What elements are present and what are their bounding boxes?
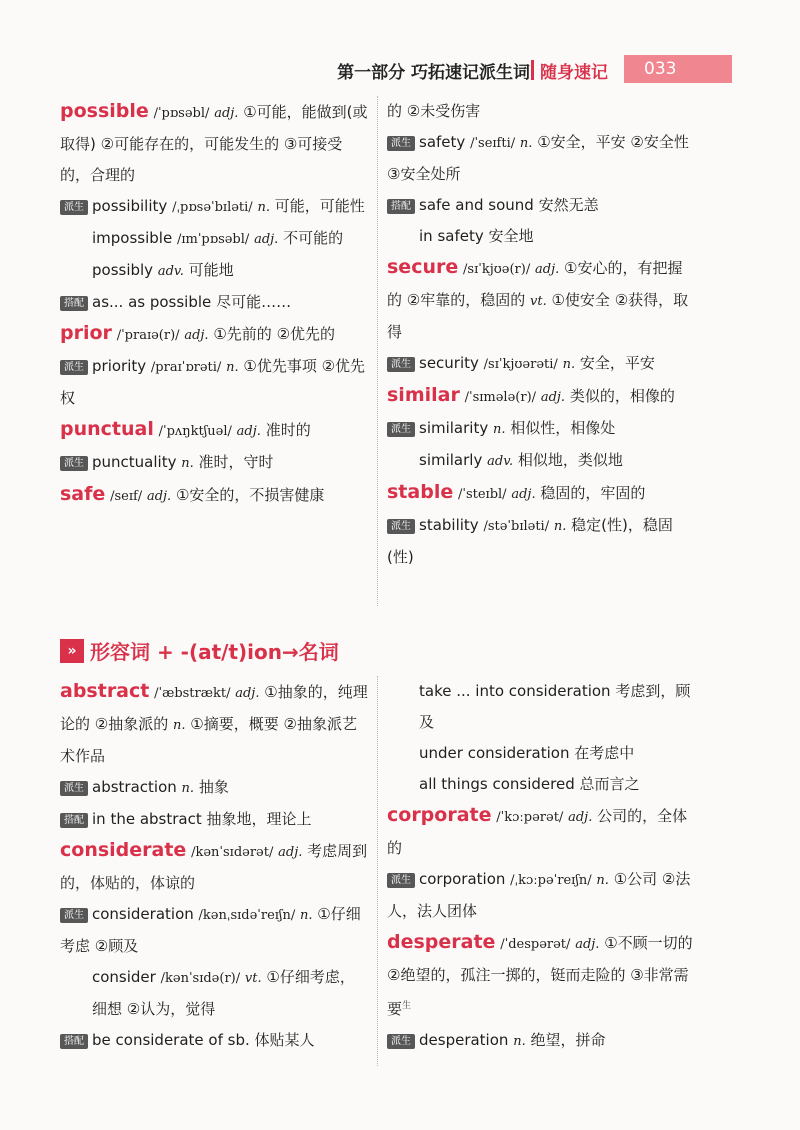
part-of-speech: adj. (540, 390, 566, 405)
derived-badge: 派生 (387, 357, 415, 372)
definition: 不可能的 (283, 229, 344, 247)
column-divider (377, 96, 378, 606)
part-of-speech: vt. (530, 294, 547, 309)
derived-badge: 派生 (60, 200, 88, 215)
definition: 稳定(性)，稳固(性) (387, 516, 673, 566)
definition: ①公司 ②法人，法人团体 (387, 870, 691, 920)
definition: 稳固的，牢固的 (540, 484, 646, 502)
headword: secure (387, 256, 459, 278)
part-of-speech: adv. (487, 454, 514, 469)
part-of-speech: n. (596, 873, 609, 888)
derivative-row (387, 510, 697, 573)
derivative-row (387, 127, 697, 190)
definition: 安然无恙 (538, 196, 599, 214)
page-header (0, 52, 800, 86)
phonetic: /ˌpɒsəˈbɪləti/ (172, 200, 253, 215)
part-of-speech: adj. (535, 262, 560, 277)
part-of-speech: adj. (184, 328, 209, 343)
definition: ①先前的 ②优先的 (213, 325, 336, 343)
derived-word: punctuality (92, 453, 177, 471)
definition: ①不顾一切的 ②绝望的，孤注一掷的，铤而走险的 ③非常需要 (387, 934, 693, 1018)
derivative-row (387, 445, 697, 477)
headword: possible (60, 100, 149, 122)
collocation: safe and sound (419, 196, 534, 214)
definition: ①摘要，概要 ②抽象派艺术作品 (60, 715, 357, 765)
derivative-row (387, 413, 697, 445)
definition: 的 ②未受伤害 (387, 102, 481, 120)
definition: 总而言之 (579, 775, 640, 793)
header-divider (531, 60, 534, 80)
part-of-speech: n. (553, 519, 567, 534)
derived-word: desperation (419, 1031, 509, 1049)
part-of-speech: n. (519, 136, 533, 151)
entry-considerate (60, 835, 368, 899)
definition: 考虑周到的，体贴的，体谅的 (60, 842, 368, 892)
derived-word: similarity (419, 419, 489, 437)
entry-prior (60, 318, 368, 351)
part-of-speech: adj. (575, 937, 600, 952)
part-of-speech: n. (257, 200, 270, 215)
section-title: 形容词 + -(at/t)ion→名词 (90, 640, 339, 664)
derived-badge: 派生 (60, 456, 88, 471)
entry-similar (387, 380, 697, 413)
derivative-row (387, 864, 697, 927)
collocation-badge: 搭配 (60, 296, 88, 311)
collocation: all things considered (419, 775, 575, 793)
phonetic: /sɪˈkjʊərəti/ (483, 357, 558, 372)
collocation: as... as possible (92, 293, 212, 311)
definition: ①使安全 ②获得，取得 (387, 291, 689, 341)
definition: 安全地 (488, 227, 534, 245)
definition: 相似性，相像处 (510, 419, 616, 437)
phonetic: /praɪˈɒrəti/ (150, 360, 222, 375)
definition: 可能地 (188, 261, 234, 279)
phonetic: /ˈpɒsəbl/ (153, 106, 210, 121)
double-chevron-icon: » (60, 639, 84, 663)
collocation-row (60, 1025, 368, 1056)
derived-badge: 派生 (387, 1034, 415, 1049)
collocation-row (387, 738, 697, 769)
definition: ①安全，平安 ②安全性 ③安全处所 (387, 133, 689, 183)
right-column-bottom (387, 676, 697, 1057)
part-of-speech: n. (562, 357, 576, 372)
part-of-speech: adj. (511, 487, 536, 502)
headword: corporate (387, 804, 492, 826)
part-of-speech: n. (226, 360, 239, 375)
definition: 公司的，全体的 (387, 807, 688, 857)
definition: ①可能，能做到(或取得) ②可能存在的，可能发生的 ③可接受的，合理的 (60, 103, 368, 184)
definition: ①仔细考虑，细想 ②认为，觉得 (92, 968, 355, 1018)
definition: 抽象地，理论上 (206, 810, 312, 828)
definition: ①仔细考虑 ②顾及 (60, 905, 361, 955)
phonetic: /ˈpʌŋktʃuəl/ (158, 424, 232, 439)
phonetic: /kənˈsɪdərət/ (191, 845, 274, 860)
part-of-speech: adv. (157, 264, 184, 279)
part-of-speech: adj. (214, 106, 239, 121)
collocation-row (387, 221, 697, 252)
part-of-speech: adj. (235, 686, 260, 701)
part-of-speech: adj. (254, 232, 279, 247)
derived-badge: 派生 (387, 136, 415, 151)
derivative-row (60, 899, 368, 962)
definition: ①安心的，有把握的 ②牢靠的，稳固的 (387, 259, 683, 309)
headword: stable (387, 481, 454, 503)
derivative-row (387, 1025, 697, 1057)
derivative-row (60, 447, 368, 479)
phonetic: /kənˈsɪdə(r)/ (160, 971, 241, 986)
definition: ①抽象的，纯理论的 ②抽象派的 (60, 683, 368, 733)
phonetic: /ˈseɪfti/ (470, 136, 516, 151)
collocation-badge: 搭配 (387, 199, 415, 214)
section-heading (60, 636, 339, 666)
derived-badge: 派生 (387, 422, 415, 437)
brand-title: 随身速记 (540, 63, 608, 83)
entry-stable (387, 477, 697, 510)
collocation: in the abstract (92, 810, 202, 828)
phonetic: /ˌkɔːpəˈreɪʃn/ (510, 873, 592, 888)
definition: 可能，可能性 (274, 197, 365, 215)
derivative-row (60, 962, 368, 1025)
phonetic: /ˈæbstrækt/ (154, 686, 231, 701)
collocation-badge: 搭配 (60, 1034, 88, 1049)
entry-desperate (387, 927, 697, 1025)
definition: ①优先事项 ②优先权 (60, 357, 366, 407)
left-column-top (60, 96, 368, 512)
part-of-speech: n. (181, 456, 194, 471)
phonetic: /kənˌsɪdəˈreɪʃn/ (198, 908, 296, 923)
collocation: be considerate of sb. (92, 1031, 250, 1049)
collocation-row (387, 676, 697, 738)
definition: 绝望，拼命 (530, 1031, 606, 1049)
derived-badge: 派生 (387, 873, 415, 888)
definition: 安全，平安 (579, 354, 655, 372)
phonetic: /ɪmˈpɒsəbl/ (176, 232, 250, 247)
part-of-speech: n. (173, 718, 186, 733)
entry-punctual (60, 414, 368, 447)
part-title: 第一部分 巧拓速记派生词 (337, 63, 530, 83)
headword: considerate (60, 839, 187, 861)
derived-word: similarly (419, 451, 483, 469)
derivative-row (60, 191, 368, 223)
derived-word: abstraction (92, 778, 177, 796)
definition: ①安全的，不损害健康 (175, 486, 325, 504)
headword: prior (60, 322, 112, 344)
collocation-row (60, 804, 368, 835)
headword: similar (387, 384, 460, 406)
phonetic: /ˈdespərət/ (500, 937, 571, 952)
derived-word: stability (419, 516, 479, 534)
phonetic: /stəˈbɪləti/ (483, 519, 550, 534)
phonetic: /ˈsteɪbl/ (458, 487, 507, 502)
definition: 准时的 (265, 421, 311, 439)
definition: 在考虑中 (574, 744, 635, 762)
derived-word: consider (92, 968, 156, 986)
collocation: in safety (419, 227, 484, 245)
headword: desperate (387, 931, 496, 953)
derived-word: priority (92, 357, 147, 375)
derivative-row (60, 223, 368, 255)
column-divider (377, 676, 378, 1066)
definition: 类似的，相像的 (569, 387, 675, 405)
phonetic: /ˈpraɪə(r)/ (116, 328, 180, 343)
page-number: 033 (624, 55, 732, 83)
derived-word: security (419, 354, 479, 372)
derived-badge: 派生 (60, 908, 88, 923)
definition: 准时，守时 (198, 453, 274, 471)
part-of-speech: adj. (278, 845, 303, 860)
derived-badge: 派生 (60, 360, 88, 375)
entry-corporate (387, 800, 697, 864)
derivative-row (60, 255, 368, 287)
derivative-row (60, 351, 368, 414)
derivative-row (60, 772, 368, 804)
derived-word: safety (419, 133, 466, 151)
phonetic: /ˈsɪmələ(r)/ (464, 390, 537, 405)
phonetic: /sɪˈkjʊə(r)/ (463, 262, 531, 277)
phonetic: /ˈkɔːpərət/ (496, 810, 564, 825)
collocation-badge: 搭配 (60, 813, 88, 828)
derived-word: possibility (92, 197, 168, 215)
part-of-speech: vt. (244, 971, 262, 986)
part-of-speech: n. (493, 422, 506, 437)
entry-possible (60, 96, 368, 191)
part-of-speech: adj. (146, 489, 172, 504)
derived-badge: 派生 (60, 781, 88, 796)
entry-abstract (60, 676, 368, 772)
part-of-speech: n. (181, 781, 195, 796)
collocation-row (387, 769, 697, 800)
definition: 体贴某人 (254, 1031, 315, 1049)
collocation-row (387, 190, 697, 221)
definition: 考虑到，顾及 (419, 682, 691, 731)
entry-secure (387, 252, 697, 348)
derived-word: consideration (92, 905, 194, 923)
derived-badge: 派生 (387, 519, 415, 534)
left-column-bottom (60, 676, 368, 1056)
part-of-speech: n. (513, 1034, 526, 1049)
rare-word-mark: 生 (402, 1001, 412, 1011)
phonetic: /seɪf/ (110, 489, 143, 504)
definition: 尽可能…… (216, 293, 292, 311)
headword: abstract (60, 680, 150, 702)
part-of-speech: adj. (568, 810, 593, 825)
derived-word: impossible (92, 229, 173, 247)
derived-word: possibly (92, 261, 154, 279)
part-of-speech: adj. (236, 424, 261, 439)
derived-word: corporation (419, 870, 506, 888)
definition: 抽象 (198, 778, 229, 796)
headword: safe (60, 483, 106, 505)
definition: 相似地，类似地 (517, 451, 623, 469)
entry-safe (60, 479, 368, 512)
collocation-row (60, 287, 368, 318)
headword: punctual (60, 418, 154, 440)
entry-continuation (387, 96, 697, 127)
part-of-speech: n. (300, 908, 313, 923)
collocation: take ... into consideration (419, 682, 611, 700)
collocation: under consideration (419, 744, 570, 762)
right-column-top (387, 96, 697, 573)
derivative-row (387, 348, 697, 380)
